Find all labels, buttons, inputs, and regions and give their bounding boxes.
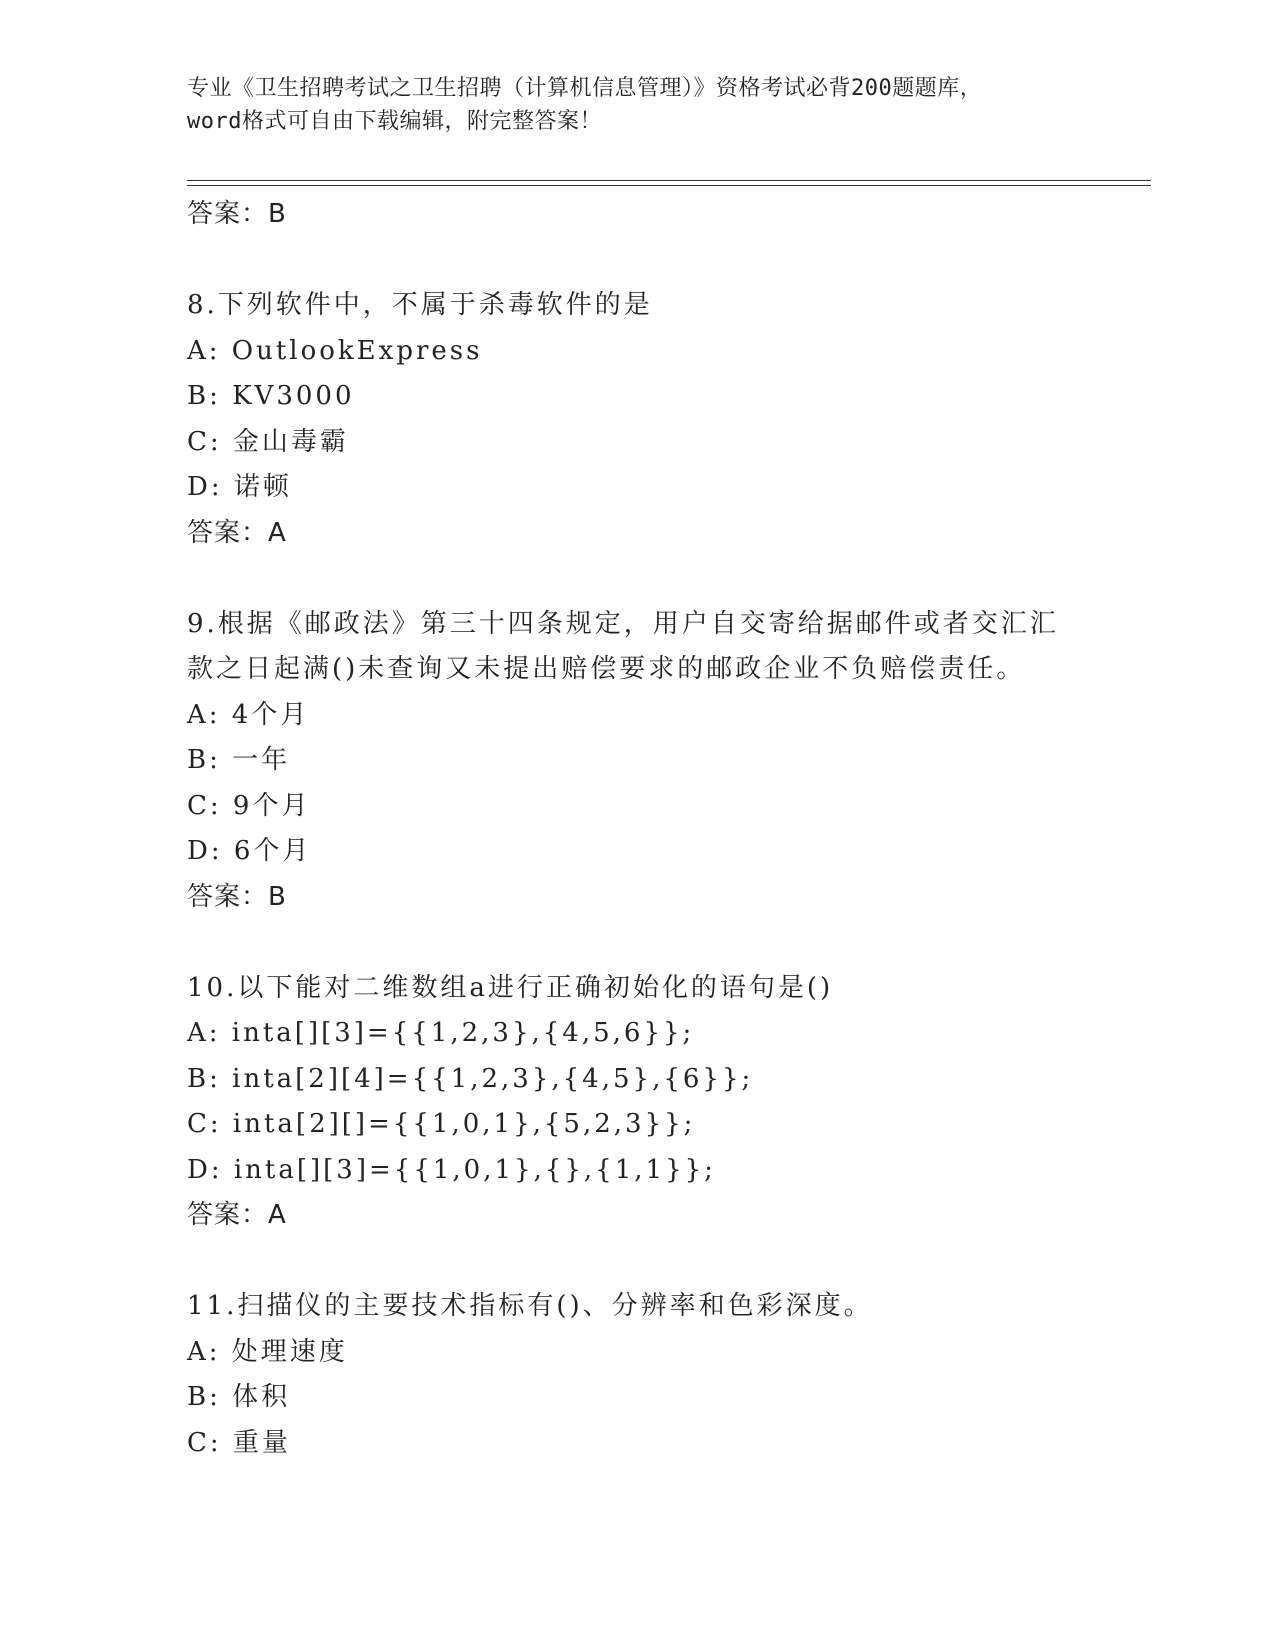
- question-block: [187, 283, 1147, 556]
- option-b: B: 一年: [187, 745, 291, 775]
- question-block: [187, 966, 1147, 1239]
- answer-line: 答案：B: [187, 881, 287, 912]
- document-body: [187, 192, 1147, 1466]
- question-stem: 9.根据《邮政法》第三十四条规定，用户自交寄给据邮件或者交汇汇: [187, 608, 1059, 639]
- question-block: [187, 602, 1147, 921]
- question-stem: 11.扫描仪的主要技术指标有()、分辨率和色彩深度。: [187, 1291, 873, 1321]
- option-c: C: inta[2][]={{1,0,1},{5,2,3}};: [187, 1109, 696, 1139]
- spacer: [187, 556, 1147, 602]
- spacer: [187, 920, 1147, 966]
- question-block: [187, 1284, 1147, 1466]
- header-divider-bottom: [187, 185, 1151, 186]
- answer-line: 答案：A: [187, 517, 287, 548]
- option-b: B: 体积: [187, 1382, 291, 1412]
- document-header: [187, 72, 1087, 138]
- answer-line: 答案：A: [187, 1200, 287, 1230]
- option-b: B: inta[2][4]={{1,2,3},{4,5},{6}};: [187, 1063, 754, 1094]
- option-d: D: inta[][3]={{1,0,1},{},{1,1}};: [187, 1154, 716, 1185]
- question-stem-continued: 款之日起满()未查询又未提出赔偿要求的邮政企业不负赔偿责任。: [187, 654, 1026, 684]
- option-c: C: 重量: [187, 1427, 291, 1458]
- header-line-1: 专业《卫生招聘考试之卫生招聘（计算机信息管理）》资格考试必背200题题库，: [187, 76, 983, 101]
- option-a: A: OutlookExpress: [187, 335, 483, 366]
- question-stem: 10.以下能对二维数组a进行正确初始化的语句是(): [187, 972, 834, 1003]
- option-a: A: inta[][3]={{1,2,3},{4,5,6}};: [187, 1018, 695, 1048]
- question-stem: 8.下列软件中，不属于杀毒软件的是: [187, 290, 653, 320]
- spacer: [187, 238, 1147, 284]
- option-c: C: 9个月: [187, 790, 311, 821]
- option-d: D: 6个月: [187, 836, 312, 866]
- option-b: B: KV3000: [187, 381, 355, 411]
- option-a: A: 4个月: [187, 699, 310, 730]
- option-a: A: 处理速度: [187, 1336, 348, 1367]
- header-line-2: word格式可自由下载编辑，附完整答案！: [187, 109, 602, 134]
- option-d: D: 诺顿: [187, 472, 292, 502]
- answer-line: 答案：B: [187, 199, 287, 229]
- option-c: C: 金山毒霸: [187, 426, 349, 457]
- spacer: [187, 1239, 1147, 1285]
- header-divider-top: [187, 180, 1151, 181]
